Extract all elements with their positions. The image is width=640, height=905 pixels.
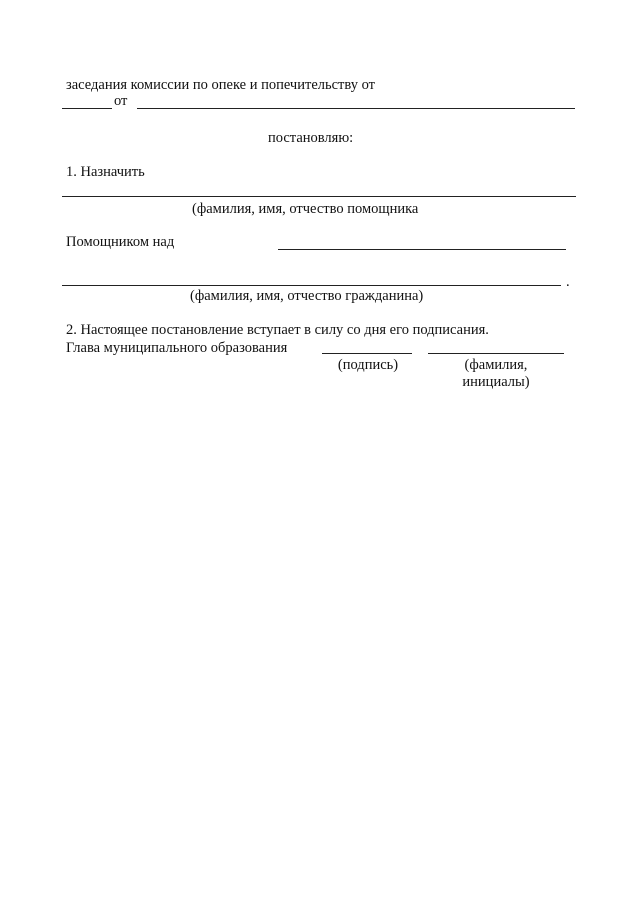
signer-name-line[interactable] (428, 353, 564, 354)
assistant-over-line[interactable] (278, 249, 566, 250)
header-line-1: заседания комиссии по опеке и попечительству от (66, 77, 376, 93)
decree-word: постановляю: (268, 130, 354, 146)
assistant-over-label: Помощником над (66, 234, 175, 250)
item2-text: 2. Настоящее постановление вступает в силу со дня его подписания. (66, 322, 489, 338)
signature-line[interactable] (322, 353, 412, 354)
signature-label: Глава муниципального образования (66, 340, 288, 356)
citizen-line-end-mark: . (566, 274, 570, 290)
signature-caption: (подпись) (337, 357, 399, 373)
signer-name-caption-2: инициалы) (462, 374, 530, 390)
citizen-name-caption: (фамилия, имя, отчество гражданина) (190, 288, 424, 304)
assistant-name-line[interactable] (62, 196, 576, 197)
citizen-name-line[interactable] (62, 285, 561, 286)
ot-label: от (114, 93, 128, 109)
item1-label: 1. Назначить (66, 164, 145, 180)
date-from-line[interactable] (137, 108, 575, 109)
signer-name-caption-1: (фамилия, (464, 357, 528, 373)
date-blank-line[interactable] (62, 108, 112, 109)
assistant-name-caption: (фамилия, имя, отчество помощника (192, 201, 419, 217)
